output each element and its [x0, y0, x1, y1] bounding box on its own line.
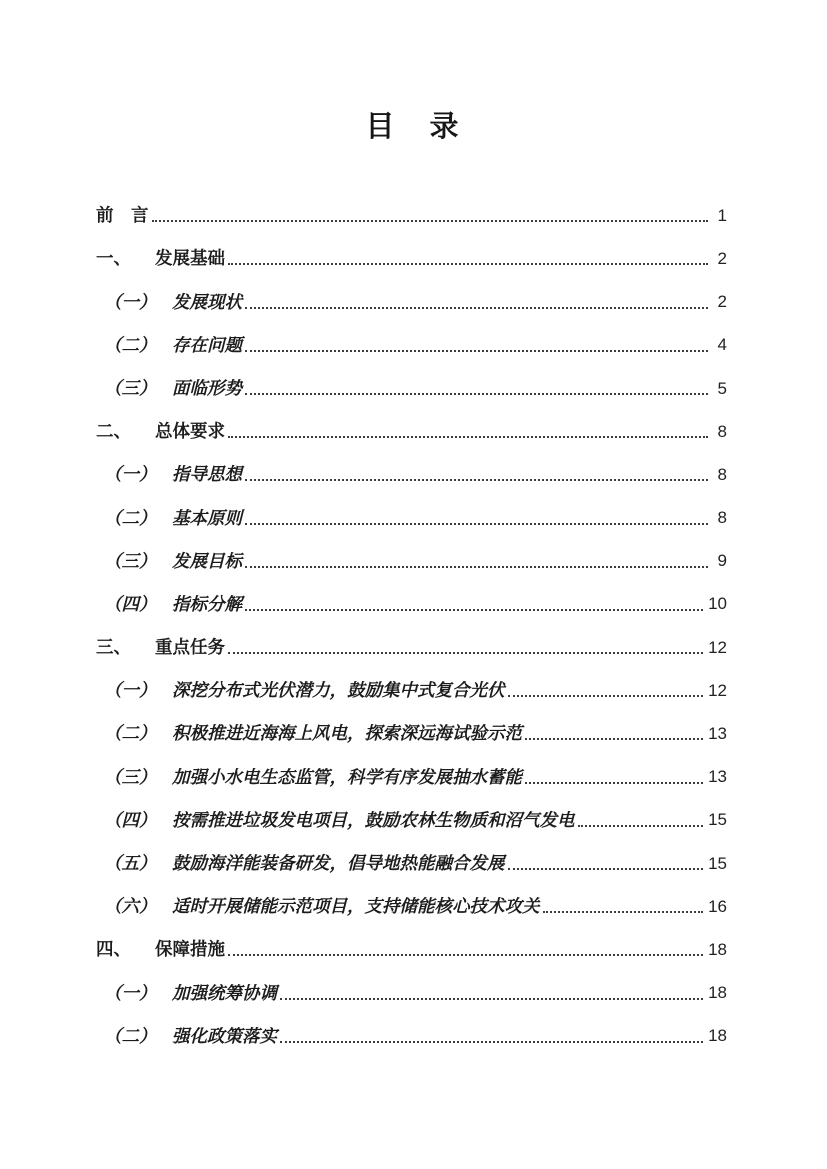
toc-entry-label: 鼓励海洋能装备研发，倡导地热能融合发展	[172, 853, 505, 873]
toc-entry-number: （二）	[104, 723, 157, 744]
toc-entry-page-number: 13	[708, 724, 727, 744]
toc-entry-label: 存在问题	[172, 334, 242, 355]
toc-entry-page-number: 16	[708, 896, 727, 916]
toc-entry	[0, 493, 827, 536]
toc-entry-label: 发展现状	[172, 291, 242, 312]
toc-entry-page-number: 2	[717, 292, 727, 312]
toc-entry-number: 二、	[96, 421, 131, 442]
toc-entry-label: 按需推进垃圾发电项目，鼓励农林生物质和沼气发电	[172, 809, 575, 830]
toc-entry-number: （三）	[104, 377, 157, 398]
toc-entry	[0, 364, 827, 407]
toc-entry-label: 指标分解	[172, 593, 242, 614]
toc-entry	[0, 796, 827, 839]
toc-entry-page-number: 12	[708, 680, 727, 700]
toc-list	[0, 191, 827, 1055]
toc-entry-label: 适时开展储能示范项目，支持储能核心技术攻关	[172, 896, 540, 917]
toc-entry-number: 一、	[96, 248, 131, 269]
toc-entry-page-number: 8	[717, 508, 727, 528]
toc-entry-number: （一）	[104, 291, 157, 312]
toc-entry-page-number: 8	[717, 421, 727, 441]
toc-entry-label: 深挖分布式光伏潜力，鼓励集中式复合光伏	[172, 680, 505, 701]
toc-entry-page-number: 18	[708, 939, 727, 959]
toc-entry	[0, 752, 827, 795]
dot-leader	[245, 566, 708, 568]
toc-entry	[0, 580, 827, 623]
toc-entry-label: 加强小水电生态监管，科学有序发展抽水蓄能	[172, 766, 522, 787]
toc-entry-page-number: 4	[717, 335, 727, 355]
toc-entry-page-number: 18	[708, 983, 727, 1003]
toc-entry	[0, 191, 827, 234]
toc-entry	[0, 839, 827, 882]
toc-entry-label: 面临形势	[172, 377, 242, 398]
toc-entry-number: （二）	[104, 1025, 157, 1046]
toc-entry-number: （四）	[104, 809, 157, 830]
toc-entry	[0, 623, 827, 666]
dot-leader	[245, 393, 708, 395]
toc-entry	[0, 450, 827, 493]
toc-entry-page-number: 2	[717, 248, 727, 268]
toc-entry-page-number: 5	[717, 378, 727, 398]
toc-entry-page-number: 18	[708, 1026, 727, 1046]
toc-entry	[0, 234, 827, 277]
toc-entry	[0, 925, 827, 968]
dot-leader	[525, 738, 703, 740]
dot-leader	[245, 609, 703, 611]
toc-entry-label: 重点任务	[155, 637, 225, 658]
toc-entry-label: 强化政策落实	[172, 1025, 277, 1046]
toc-entry	[0, 277, 827, 320]
dot-leader	[280, 1041, 703, 1043]
toc-entry-label: 发展基础	[155, 248, 225, 269]
toc-entry-page-number: 13	[708, 767, 727, 787]
toc-entry-number: （二）	[104, 334, 157, 355]
toc-entry-number: （四）	[104, 593, 157, 614]
toc-entry-number: （一）	[104, 464, 157, 485]
toc-entry-label: 前 言	[96, 205, 149, 226]
toc-entry-label: 指导思想	[172, 464, 242, 485]
toc-entry	[0, 666, 827, 709]
toc-entry-number: （六）	[104, 896, 157, 917]
dot-leader	[508, 695, 704, 697]
toc-entry	[0, 882, 827, 925]
dot-leader	[508, 868, 704, 870]
toc-entry-label: 保障措施	[155, 939, 225, 960]
toc-entry-label: 总体要求	[155, 421, 225, 442]
toc-entry-page-number: 8	[717, 464, 727, 484]
toc-entry	[0, 407, 827, 450]
dot-leader	[228, 436, 708, 438]
toc-entry	[0, 709, 827, 752]
toc-entry-number: （三）	[104, 766, 157, 787]
dot-leader	[578, 825, 704, 827]
toc-entry-page-number: 1	[717, 205, 727, 225]
dot-leader	[152, 220, 709, 222]
toc-entry-page-number: 10	[708, 594, 727, 614]
dot-leader	[280, 998, 703, 1000]
toc-entry-label: 基本原则	[172, 507, 242, 528]
toc-entry	[0, 1012, 827, 1055]
dot-leader	[525, 782, 703, 784]
dot-leader	[543, 911, 704, 913]
dot-leader	[228, 652, 703, 654]
toc-entry-number: （一）	[104, 680, 157, 701]
dot-leader	[245, 523, 708, 525]
toc-entry-page-number: 12	[708, 637, 727, 657]
dot-leader	[245, 479, 708, 481]
toc-entry-number: 三、	[96, 637, 131, 658]
toc-entry-page-number: 15	[708, 853, 727, 873]
dot-leader	[245, 307, 708, 309]
toc-title: 目 录	[365, 111, 462, 143]
toc-entry	[0, 968, 827, 1011]
toc-entry-label: 积极推进近海海上风电，探索深远海试验示范	[172, 723, 522, 744]
toc-entry-number: （五）	[104, 853, 157, 873]
toc-entry-page-number: 15	[708, 810, 727, 830]
dot-leader	[245, 350, 708, 352]
toc-entry-label: 加强统筹协调	[172, 982, 277, 1003]
toc-entry-number: （一）	[104, 982, 157, 1003]
toc-entry	[0, 537, 827, 580]
dot-leader	[228, 263, 708, 265]
toc-entry-number: （二）	[104, 507, 157, 528]
toc-entry-number: 四、	[96, 939, 131, 960]
toc-entry-number: （三）	[104, 550, 157, 571]
dot-leader	[228, 954, 703, 956]
toc-entry-label: 发展目标	[172, 550, 242, 571]
toc-entry	[0, 321, 827, 364]
toc-entry-page-number: 9	[717, 551, 727, 571]
